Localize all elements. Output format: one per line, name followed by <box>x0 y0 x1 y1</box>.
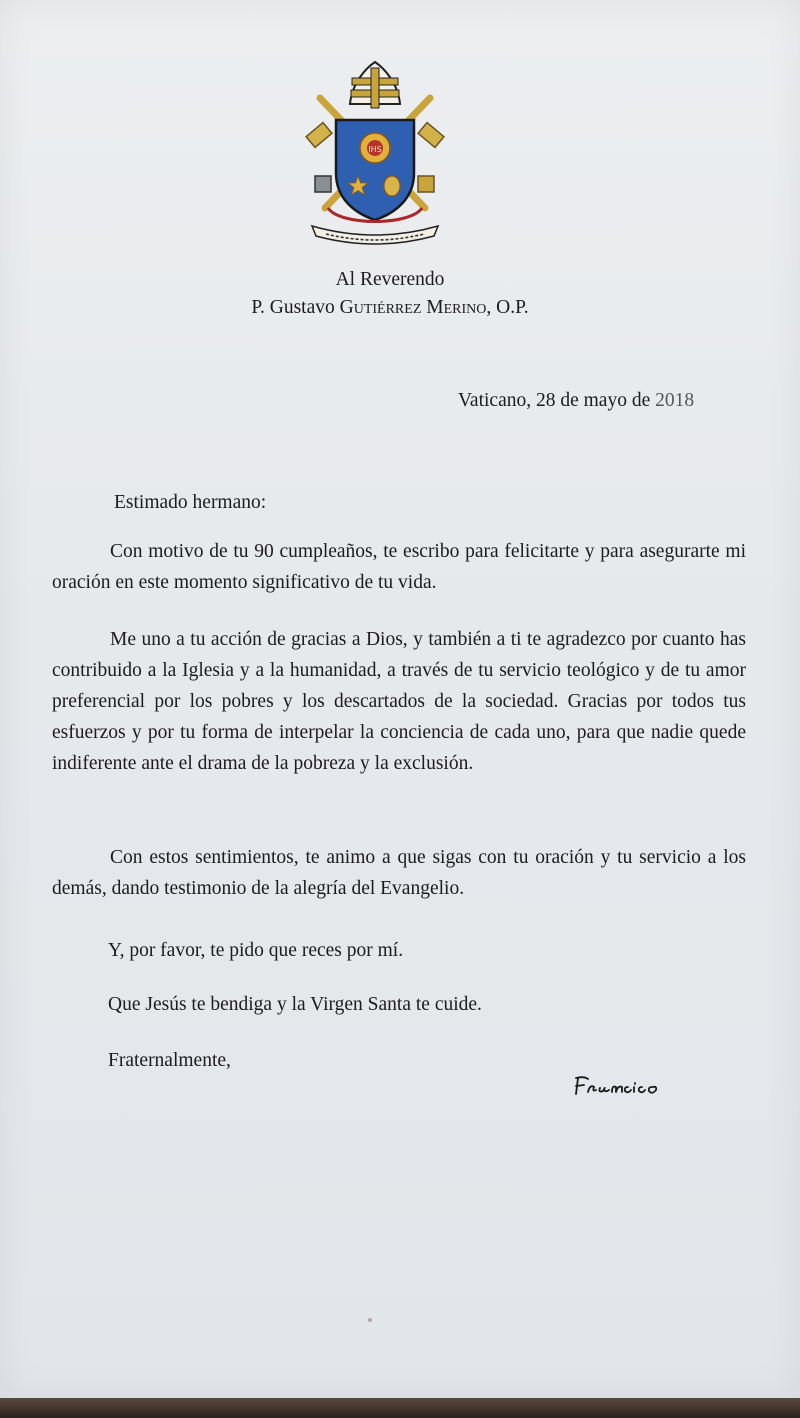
paragraph-3: Con estos sentimientos, te animo a que sigas con tu oración y tu servicio a los demás, dando testimonio de la alegría del Evangelio. <box>52 847 746 899</box>
addressee-surname-1: Gutiérrez <box>339 297 422 318</box>
paragraph-2: Me uno a tu acción de gracias a Dios, y también a ti te agradezco por cuanto has contribuido a la Iglesia y a la humanidad, a través de tu servicio teológico y de tu amor preferencial por los pobres y los descartados de la sociedad. Gracias por todos tus esfuerzos y por tu forma de interpelar la conciencia de cada uno, para que nadie quede indiferente ante el drama de la pobreza y la exclusión. <box>52 629 746 774</box>
table-edge <box>0 1398 800 1418</box>
svg-text:IHS: IHS <box>368 145 382 154</box>
handwritten-signature-icon <box>570 1070 670 1100</box>
letter-date <box>458 390 694 412</box>
addressee-title: Al Reverendo <box>335 269 445 290</box>
addressee-name <box>0 294 780 322</box>
paper-speck <box>368 1318 372 1322</box>
papal-coat-of-arms-icon <box>300 58 450 248</box>
addressee-name-suffix: , O.P. <box>486 297 529 318</box>
addressee-block <box>0 266 780 322</box>
closing-line-1: Y, por favor, te pido que reces por mí. <box>108 940 404 961</box>
closing-line-3: Fraternalmente, <box>108 1050 231 1071</box>
date-place-day-month: Vaticano, 28 de mayo de <box>458 390 656 411</box>
addressee-surname-2: Merino <box>426 297 487 318</box>
addressee-name-prefix: P. Gustavo <box>251 297 340 318</box>
greeting: Estimado hermano: <box>114 492 267 513</box>
paragraph-1: Con motivo de tu 90 cumpleaños, te escribo para felicitarte y para asegurarte mi oración en este momento significativo de tu vida. <box>52 541 746 593</box>
closing-line-2: Que Jesús te bendiga y la Virgen Santa te cuide. <box>108 994 482 1015</box>
date-year: 2018 <box>655 390 695 411</box>
